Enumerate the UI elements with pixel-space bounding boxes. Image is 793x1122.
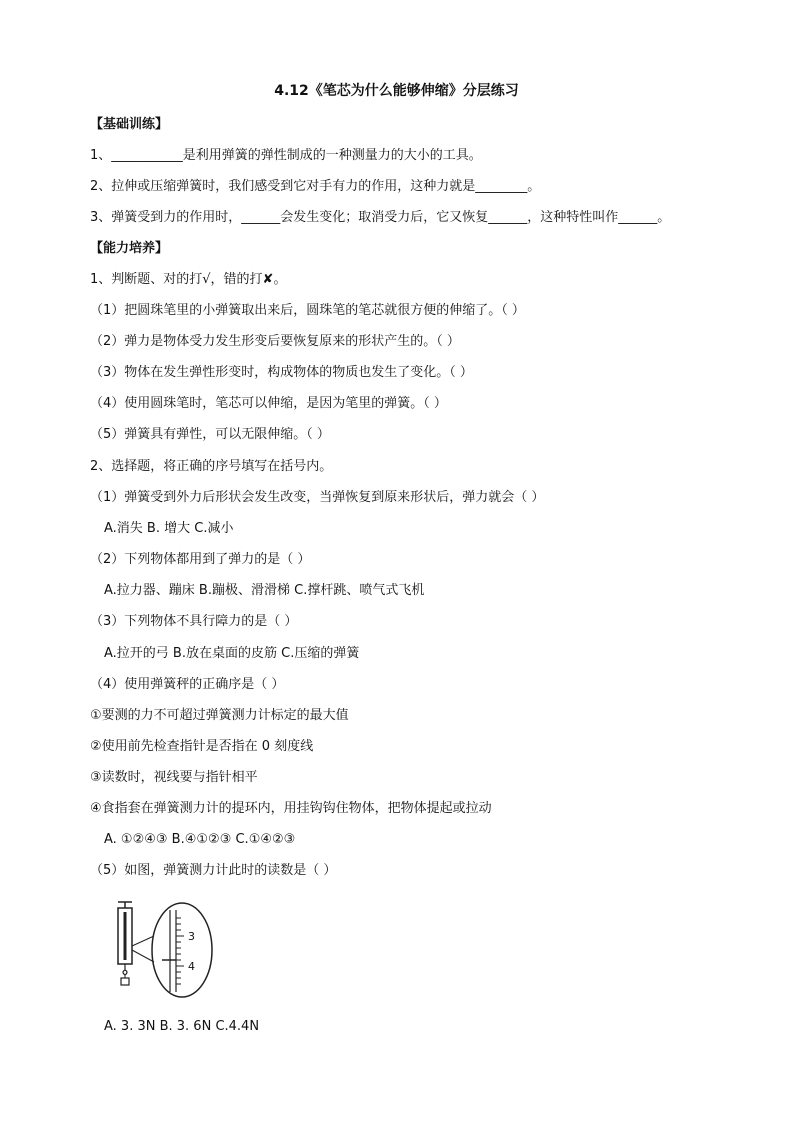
- choice-question-2-options: A.拉力器、蹦床 B.蹦极、滑滑梯 C.撑杆跳、喷气式飞机: [104, 583, 425, 598]
- choice-question-5-options: A. 3. 3N B. 3. 6N C.4.4N: [104, 1019, 260, 1034]
- choice-question-4-step-4: ④食指套在弹簧测力计的提环内，用挂钩钩住物体，把物体提起或拉动: [90, 801, 492, 816]
- choice-question-4-step-3: ③读数时，视线要与指针相平: [90, 770, 258, 785]
- figure-tick-label-4: 4: [188, 960, 195, 973]
- choice-question-4-options: A. ①②④③ B.④①②③ C.①④②③: [104, 832, 296, 847]
- basic-question-1: 1、___________是利用弹簧的弹性制成的一种测量力的大小的工具。: [90, 148, 482, 163]
- basic-question-3: 3、弹簧受到力的作用时，______会发生变化；取消受力后，它又恢复______，这种特性叫作______。: [90, 210, 671, 225]
- choice-intro: 2、选择题，将正确的序号填写在括号内。: [90, 459, 333, 474]
- section-ability-heading: 【能力培养】: [90, 241, 169, 256]
- choice-question-2: （2）下列物体都用到了弹力的是（ ）: [90, 552, 311, 567]
- choice-question-3-options: A.拉开的弓 B.放在桌面的皮筋 C.压缩的弹簧: [104, 646, 360, 661]
- choice-question-4: （4）使用弹簧秤的正确序是（ ）: [90, 677, 285, 692]
- choice-question-3: （3）下列物体不具行障力的是（ ）: [90, 614, 298, 629]
- judge-item-1: （1）把圆珠笔里的小弹簧取出来后，圆珠笔的笔芯就很方便的伸缩了。（ ）: [90, 303, 525, 318]
- judge-item-4: （4）使用圆珠笔时，笔芯可以伸缩，是因为笔里的弹簧。（ ）: [90, 396, 447, 411]
- choice-question-4-step-1: ①要测的力不可超过弹簧测力计标定的最大值: [90, 708, 349, 723]
- choice-question-1-options: A.消失 B. 增大 C.减小: [104, 521, 234, 536]
- choice-question-1: （1）弹簧受到外力后形状会发生改变，当弹恢复到原来形状后，弹力就会（ ）: [90, 490, 545, 505]
- figure-tick-label-3: 3: [188, 930, 195, 943]
- basic-question-2: 2、拉伸或压缩弹簧时，我们感受到它对手有力的作用，这种力就是________。: [90, 179, 541, 194]
- judge-item-3: （3）物体在发生弹性形变时，构成物体的物质也发生了变化。（ ）: [90, 365, 473, 380]
- judge-intro: 1、判断题、对的打√，错的打✘。: [90, 272, 287, 287]
- section-basic-heading: 【基础训练】: [90, 117, 169, 132]
- choice-question-4-step-2: ②使用前先检查指针是否指在 0 刻度线: [90, 739, 314, 754]
- judge-item-5: （5）弹簧具有弹性，可以无限伸缩。（ ）: [90, 427, 330, 442]
- judge-item-2: （2）弹力是物体受力发生形变后要恢复原来的形状产生的。（ ）: [90, 334, 460, 349]
- choice-question-5: （5）如图，弹簧测力计此时的读数是（ ）: [90, 863, 337, 878]
- page-title: 4.12《笔芯为什么能够伸缩》分层练习: [274, 83, 519, 99]
- spring-scale-figure: [104, 900, 214, 1005]
